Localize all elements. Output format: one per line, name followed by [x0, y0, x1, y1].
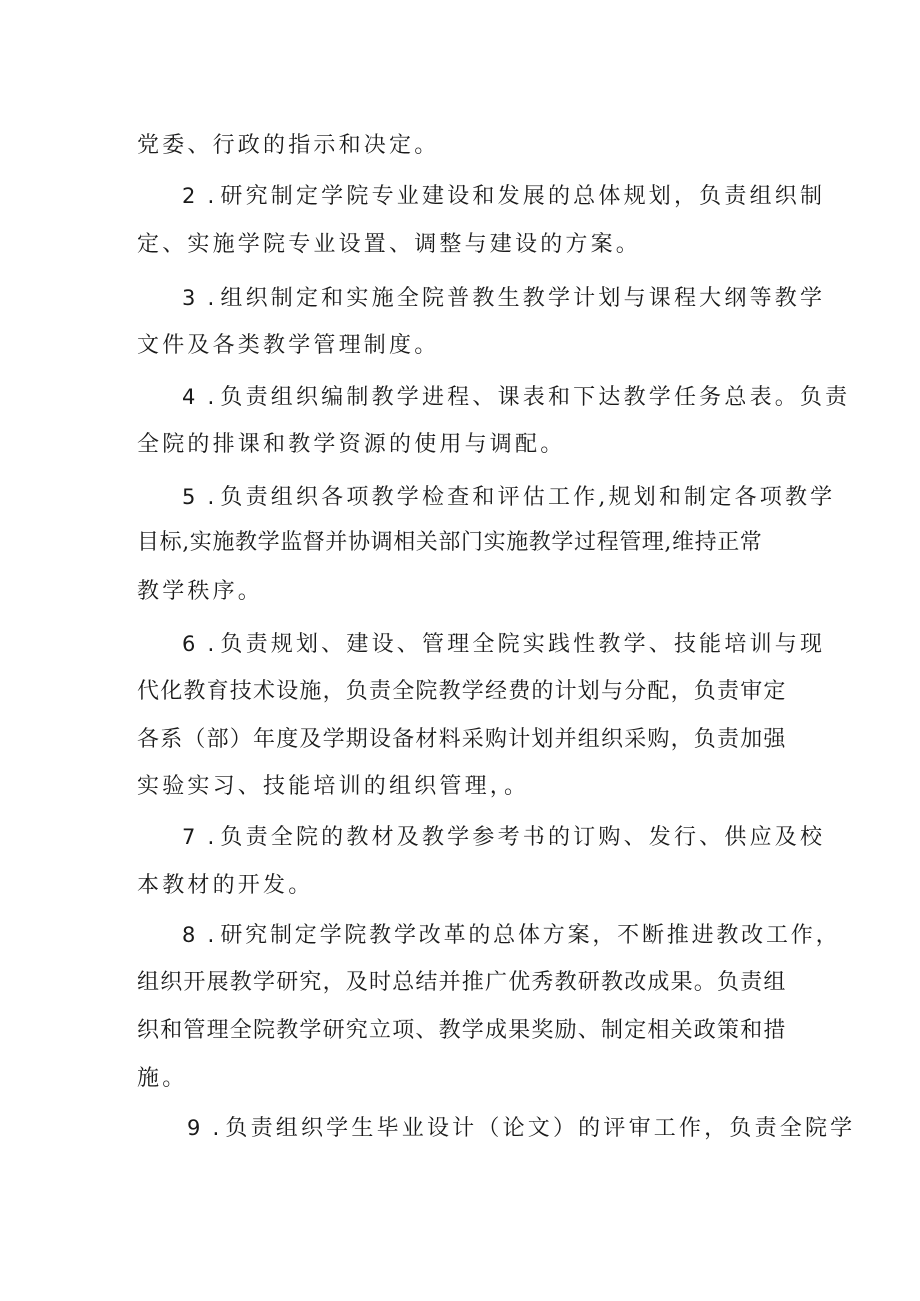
- item-number: 7: [182, 825, 196, 849]
- text-line: 定、实施学院专业设置、调整与建设的方案。: [137, 232, 642, 257]
- text-line-wrap: [137, 725, 787, 755]
- item-dot: .: [207, 632, 215, 657]
- list-item-3: [182, 283, 825, 314]
- item-dot: .: [207, 485, 215, 510]
- text-line: 文件及各类教学管理制度。: [137, 333, 440, 358]
- list-item-6: [182, 629, 825, 660]
- text-line: 负责组织各项教学检查和评估工作,规划和制定各项教学: [220, 485, 836, 510]
- item-dot: .: [207, 184, 215, 209]
- text-line-wrap: [137, 230, 641, 260]
- text-line: 各系（部）年度及学期设备材料采购计划并组织采购，负责加强: [137, 727, 787, 752]
- text-line-wrap: [137, 331, 439, 361]
- text-line: 施。: [137, 1066, 188, 1091]
- text-line: 本教材的开发。: [137, 873, 314, 898]
- text-line: 代化教育技术设施，负责全院教学经费的计划与分配，负责审定: [137, 679, 787, 704]
- text-line: 研究制定学院专业建设和发展的总体规划，负责组织制: [220, 184, 826, 209]
- item-dot: .: [207, 385, 215, 410]
- item-number: 8: [182, 923, 196, 947]
- item-number: 5: [182, 485, 196, 509]
- item-dot: .: [207, 825, 215, 850]
- text-line: 负责全院的教材及教学参考书的订购、发行、供应及校: [220, 825, 826, 850]
- paragraph-continuation: [137, 131, 439, 161]
- list-item-8: [182, 920, 840, 951]
- text-line: 负责组织学生毕业设计（论文）的评审工作，负责全院学: [225, 1116, 856, 1141]
- text-line: 目标,实施教学监督并协调相关部门实施教学过程管理,维持正常: [137, 530, 763, 555]
- text-line-wrap: [137, 528, 762, 558]
- list-item-2: [182, 181, 825, 212]
- item-dot: .: [212, 1116, 220, 1141]
- text-line-wrap: [137, 1064, 187, 1094]
- text-line-wrap: [137, 1016, 787, 1046]
- text-line: 组织开展教学研究，及时总结并推广优秀教研教改成果。负责组: [137, 970, 787, 995]
- text-line: 党委、行政的指示和决定。: [137, 133, 440, 158]
- item-number: 6: [182, 632, 196, 656]
- text-line: 实验实习、技能培训的组织管理，。: [137, 774, 530, 799]
- text-line: 教学秩序。: [137, 579, 264, 604]
- text-line-wrap: [137, 430, 565, 460]
- item-number: 9: [187, 1116, 201, 1140]
- text-line: 负责组织编制教学进程、课表和下达教学任务总表。负责: [220, 385, 851, 410]
- text-line: 织和管理全院教学研究立项、教学成果奖励、制定相关政策和措: [137, 1018, 787, 1043]
- item-dot: .: [207, 923, 215, 948]
- text-line: 全院的排课和教学资源的使用与调配。: [137, 432, 566, 457]
- list-item-9: [187, 1113, 855, 1144]
- text-line-wrap: [137, 871, 313, 901]
- text-line-wrap: [137, 677, 787, 707]
- list-item-7: [182, 822, 825, 853]
- list-item-5: [182, 482, 835, 513]
- text-line: 负责规划、建设、管理全院实践性教学、技能培训与现: [220, 632, 826, 657]
- item-number: 2: [182, 184, 196, 208]
- text-line-wrap: [137, 772, 529, 802]
- item-dot: .: [207, 286, 215, 311]
- text-line: 组织制定和实施全院普教生教学计划与课程大纲等教学: [220, 286, 826, 311]
- text-line-wrap: [137, 968, 787, 998]
- list-item-4: [182, 382, 850, 413]
- text-line: 研究制定学院教学改革的总体方案，不断推进教改工作，: [220, 923, 841, 948]
- item-number: 4: [182, 385, 196, 409]
- text-line-wrap: [137, 577, 263, 607]
- item-number: 3: [182, 286, 196, 310]
